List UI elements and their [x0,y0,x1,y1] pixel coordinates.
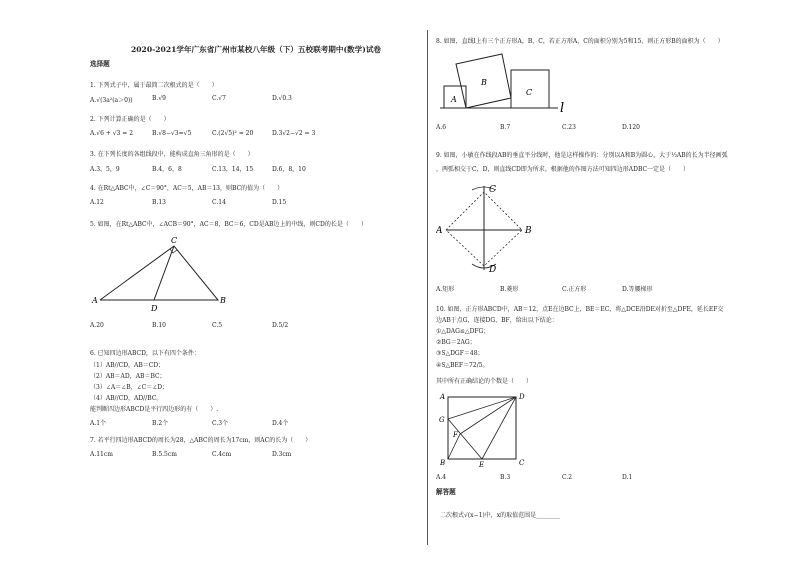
q2-option-b: B.√8−√3=√5 [152,130,192,137]
q3-option-a: A.3，5，9 [90,166,120,173]
q3-option-b: B.4，6，8 [152,166,182,173]
perp-label-b: B [525,226,532,236]
section-fill-heading: 解答题 [436,488,456,496]
q10-option-a: A.4 [436,474,447,481]
q10-conclusion-1: ①△DAG≌△DFG； [436,328,490,335]
sq-label-a: A [451,95,457,104]
q9-stem-line1: 9. 如图，小敏在作线段AB的垂直平分线时，他是这样操作的：分别以A和B为圆心，大于½AB的长为半径画弧 [436,152,728,159]
q5-stem: 5. 如图，在Rt△ABC中，∠ACB＝90°，AC＝8，BC＝6，CD是AB边上的中线，则CD的长是（ ） [90,221,367,228]
q7-option-d: D.3cm [272,451,292,458]
q10-conclusion-4: ④S△BEF＝72/5。 [436,362,489,369]
q10-option-d: D.1 [622,474,633,481]
square-label-c: C [519,459,525,467]
q1-option-a: A.√(3a²(a＞0)) [90,97,133,104]
q9-perpendicular-bisector-figure [436,180,546,276]
tri-label-c: C [171,236,178,245]
square-label-a: A [440,393,446,401]
q9-option-d: D.等腰梯形 [622,286,653,293]
q10-option-b: B.3 [500,474,511,481]
perp-label-d: D [489,265,497,275]
q10-stem-line2: 边AB于点G，连接DG、BF，给出以下结论： [436,317,558,324]
q3-stem: 3. 在下列长度的各组线段中，能构成直角三角形的是（ ） [90,151,254,158]
q7-option-b: B.5.5cm [152,451,177,458]
q8-option-d: D.120 [622,124,640,131]
q4-option-c: C.14 [212,199,226,206]
q7-option-c: C.4cm [212,451,232,458]
tri-label-a: A [92,296,98,305]
q5-option-d: D.5/2 [272,322,289,329]
q10-square-figure [436,389,536,469]
q3-option-d: D.6，8，10 [272,166,306,173]
q6-cond-4: （4）AB//CD，AD//BC。 [90,395,163,402]
q9-option-c: C.正方形 [562,286,587,293]
q5-triangle-figure [90,232,230,312]
q8-option-c: C.23 [562,124,576,131]
q1-option-d: D.√0.3 [272,95,292,102]
q7-stem: 7. 若平行四边形ABCD的周长为28，△ABC的周长为17cm，则AC的长为（ ） [90,437,312,444]
page-title: 2020-2021学年广东省广州市某校八年级（下）五校联考期中(数学)试卷 [130,45,382,54]
perp-label-a: A [436,226,443,236]
square-label-g: G [439,416,445,424]
square-label-e: E [479,461,485,469]
q6-stem: 6. 已知四边形ABCD，以下有四个条件： [90,350,200,357]
q10-conclusion-2: ②BG＝2AG； [436,339,476,346]
q10-option-c: C.2 [562,474,573,481]
q2-option-c: C.(2√5)² = 20 [212,130,254,137]
q2-option-a: A.√6 + √3 = 2 [90,130,134,137]
q5-option-c: C.5 [212,322,223,329]
q6-cond-1: （1）AB//CD，AB＝CD； [90,362,165,369]
perp-label-c: C [489,185,496,195]
tri-label-d: D [151,304,158,312]
q6-option-c: C.3个 [212,420,229,427]
square-label-b: B [440,459,446,467]
tri-label-b: B [220,296,226,305]
q3-option-c: C.13，14，15 [212,166,254,173]
q9-option-b: B.菱形 [500,286,519,293]
sq-label-line: l [560,101,565,116]
q6-option-b: B.2个 [152,420,169,427]
q2-option-d: D.3√2−√2 = 3 [272,130,316,137]
q1-option-b: B.√9 [152,95,166,102]
q10-stem-line1: 10. 如图，正方形ABCD中，AB＝12，点E在边BC上，BE＝EC，将△DCE沿DE对折至△DFE，延长EF交 [436,306,724,313]
q8-stem: 8. 如图，直线l上有三个正方形A，B，C，若正方形A，C的面积分别为5和15，则正方形B的面积为（ ） [436,38,724,45]
q4-option-d: D.15 [272,199,287,206]
q8-option-a: A.6 [436,124,447,131]
section-choice-heading: 选择题 [90,60,110,68]
fill-question: 二次根式√(x−1)中，x的取值范围是________ [440,512,561,519]
q4-option-a: A.12 [90,199,104,206]
q9-stem-line2: ，两弧相交于C，D，则直线CD即为所求。根据他的作图方法可知四边形ADBC一定是（ ） [436,166,690,173]
sq-label-b: B [481,78,487,87]
q10-ask: 其中所有正确结论的个数是（ ） [436,378,533,385]
q4-option-b: B.13 [152,199,166,206]
q7-option-a: A.11cm [90,451,113,458]
q2-stem: 2. 下列计算正确的是（ ） [90,116,170,123]
q1-stem: 1. 下列式子中，属于最简二次根式的是（ ） [90,82,218,89]
q6-option-d: D.4个 [272,420,289,427]
sq-label-c: C [526,88,533,97]
q6-ask: 能判断四边形ABCD是平行四边形的有（ ）. [90,406,219,413]
q9-option-a: A.矩形 [436,286,455,293]
q8-squares-figure [436,50,576,116]
column-divider [427,30,428,545]
q10-conclusion-3: ③S△DGF＝48； [436,350,484,357]
q6-cond-2: （2）AB＝AD，AB＝BC； [90,373,166,380]
q6-cond-3: （3）∠A＝∠B，∠C＝∠D； [90,384,169,391]
q4-stem: 4. 在Rt△ABC中，∠C＝90°，AC＝5，AB＝13，则BC的值为（ ） [90,185,284,192]
q5-option-b: B.10 [152,322,166,329]
square-label-f: F [453,431,458,439]
square-label-d: D [519,393,525,401]
q6-option-a: A.1个 [90,420,107,427]
q5-option-a: A.20 [90,322,104,329]
q1-option-c: C.√7 [212,95,226,102]
q8-option-b: B.7 [500,124,511,131]
